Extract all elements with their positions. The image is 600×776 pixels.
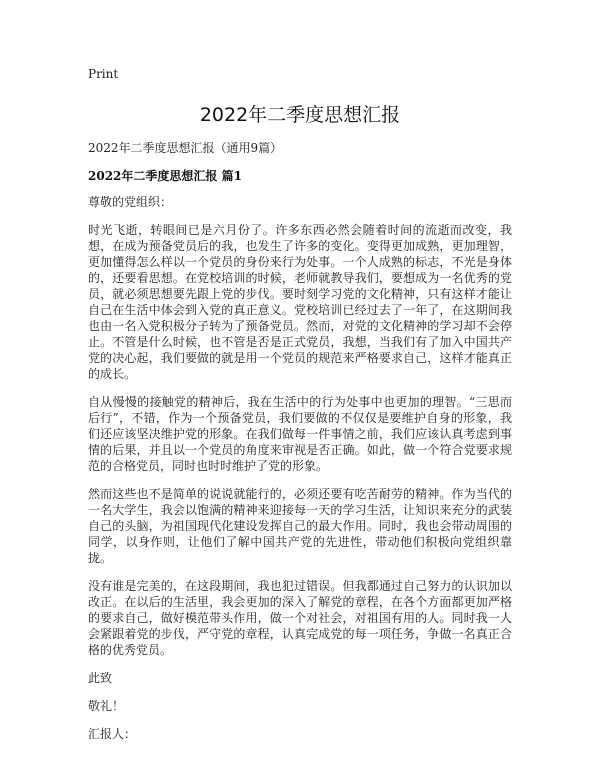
body-paragraph: 没有谁是完美的，在这段期间，我也犯过错误。但我都通过自己努力的认识加以改正。在以后的生活里，我会更加的深入了解党的章程，在各个方面都更加严格的要求自己，做好模范带头作用，做一个对社会，对祖国有用的人。同时我一人会紧跟着党的步伐，严守党的章程，认真完成党的每一项任务，争做一名真正合格的优秀党员。 [88,579,512,657]
body-paragraph: 然而这些也不是简单的说说就能行的，必须还要有吃苦耐劳的精神。作为当代的一名大学生，我会以饱满的精神来迎接每一天的学习生活，让知识来充分的武装自己的头脑，为祖国现代化建设发挥自己的最大作用。同时，我也会带动周围的同学，以身作则，让他们了解中国共产党的先进性，带动他们积极向党组织靠拢。 [88,487,512,565]
document-title: 2022年二季度思想汇报 [199,104,401,126]
print-link[interactable]: Print [88,67,119,81]
closing-line: 此致 [88,671,113,685]
salutation: 尊敬的党组织： [88,195,173,209]
section-heading: 2022年二季度思想汇报 篇1 [88,169,242,183]
body-paragraph: 自从慢慢的接触党的精神后，我在生活中的行为处事中也更加的理智。“三思而后行”，不错，作为一个预备党员，我们要做的不仅仅是要维护自身的形象，我们还应该坚决维护党的形象。在我们做每一件事情之前，我们应该认真考虑到事情的后果，并且以一个党员的角度来审视是否正确。如此，做一个符合党要求规范的合格党员，同时也时时维护了党的形象。 [88,395,512,473]
closing-line: 敬礼！ [88,699,125,713]
signature-line: 汇报人： [88,727,137,741]
document-subtitle: 2022年二季度思想汇报（通用9篇） [88,141,283,155]
body-paragraph: 时光飞逝，转眼间已是六月份了。许多东西必然会随着时间的流逝而改变，我想，在成为预备党员后的我，也发生了许多的变化。变得更加成熟，更加理智，更加懂得怎么样以一个党员的身份来行为处事。一个人成熟的标志，不光是身体的，还要看思想。在党校培训的时候，老师就教导我们，要想成为一名优秀的党员，就必须思想要先跟上党的步伐。要时刻学习党的文化精神，只有这样才能让自己在生活中体会到入党的真正意义。党校培训已经过去了一年了，在这期间我也由一名入党积极分子转为了预备党员。然而，对党的文化精神的学习却不会停止。不管是什么时候，也不管是否是正式党员，我想，当我们有了加入中国共产党的决心起，我们要做的就是用一个党员的规范来严格要求自己，这样才能真正的成长。 [88,223,512,381]
